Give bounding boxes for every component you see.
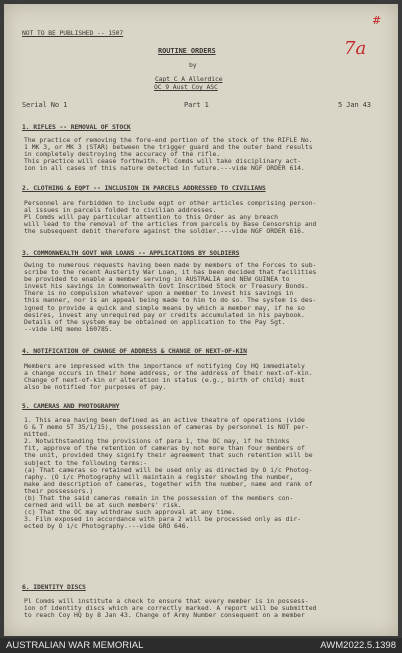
archive-footer [0,638,402,653]
body-line: the subsequent debit therefore against the soldier.---vide NGF ORDER 616. [24,228,305,236]
section-body [24,262,390,333]
body-line: Pl Comds will pay particular attention to this Order as any breach [24,214,278,222]
body-line: G & T memo ST 35/1/15), the possession of cameras by personnel is NOT per- [24,424,309,432]
section-body [24,137,390,172]
by-line: by [189,61,197,69]
body-line: Owing to numerous requests having been made by members of the Forces to sub- [24,262,317,269]
handwritten-number: 7a [344,38,367,59]
body-line: scribe to the recent Austerity War Loan, it has been decided that facilities [24,269,317,277]
document-page [4,4,398,636]
body-line: mitted. [24,431,51,439]
body-line: subject to the following terms:- [24,459,148,467]
section-heading: 4. NOTIFICATION OF CHANGE OF ADDRESS & CHANGE OF NEXT-OF-KIN [22,347,247,355]
body-line: igned to provide a quick and simple means by which a member may, if he so [24,304,305,312]
body-line: 1 MK 3, or MK 3 (STAR) between the trigger guard and the outer band results [24,144,313,152]
serial-number: Serial No 1 [22,101,68,109]
body-line: Personnel are forbidden to include eqpt or other articles comprising person- [24,200,317,207]
body-line: The practice of removing the fore-end portion of the stock of the RIFLE No. [24,137,313,144]
section-body [24,363,390,391]
body-line: There is no compulsion whatever upon a member to invest his savings in [24,290,294,298]
body-line: (b) That the said cameras remain in the possession of the members con- [24,495,294,503]
section-heading: 2. CLOTHING & EQPT -- INCLUSION IN PARCELS ADDRESSED TO CIVILIANS [22,184,266,192]
body-line: --vide LHQ memo 160785. [24,325,113,333]
body-line: fit, approve of the retention of cameras by not more than four members of [24,445,305,453]
body-line: ion of identity discs which are correctly marked. A report will be submitted [24,605,317,613]
archive-reference: AWM2022.5.1398 [320,640,396,651]
unit-name: OC 9 Aust Coy ASC [154,83,218,91]
body-line: This practice will cease forthwith. Pl Comds will take disciplinary act- [24,158,302,166]
body-line: raphy. (O i/c Photography will maintain a register showing the number, [24,473,294,481]
section-body [24,598,390,619]
section-heading: 3. COMMONWEALTH GOVT WAR LOANS -- APPLICATIONS BY SOLDIERS [22,249,240,257]
section-heading: 5. CAMERAS AND PHOTOGRAPHY [22,402,120,410]
section-body [24,200,390,235]
corner-mark: # [372,14,382,27]
part-number: Part 1 [184,101,209,109]
body-line: 2. Notwithstanding the provisions of para 1, the OC may, if he thinks [24,438,290,446]
body-line: will lead to the removal of the articles from parcels by Base Censorship and [24,221,317,229]
body-line: this manner, nor is an appeal being made to him to do so. The system is des- [24,297,317,305]
body-line: their possessors.) [24,487,94,495]
body-line: invest his savings in Commonwealth Govt Inscribed Stock or Treasury Bonds. [24,283,309,291]
document-title: ROUTINE ORDERS [158,47,216,55]
archive-name: AUSTRALIAN WAR MEMORIAL [6,640,144,651]
body-line: Change of next-of-kin or alteration in status (e.g., birth of child) must [24,377,305,385]
author-name: Capt C A Allerdice [155,75,223,83]
body-line: a change occurs in their home address, or the address of their next-of-kin. [24,370,313,378]
body-line: ion in all cases of this nature detected in future.---vide NGF ORDER 614. [24,165,305,173]
section-heading: 1. RIFLES -- REMOVAL OF STOCK [22,123,131,131]
body-line: 3. Film exposed in accordance with para 2 will be processed only as dir- [24,516,302,524]
document-date: 5 Jan 43 [338,101,371,109]
body-line: the unit, provided they signify their agreement that such retention will be [24,452,313,460]
body-line: to reach Coy HQ by 8 Jan 43. Change of Army Number consequent on a member [24,612,305,620]
body-line: in completely destroying the accuracy of the rifle. [24,151,221,159]
body-line: also be notified for purposes of pay. [24,384,167,392]
body-line: desires, invest any unrequired pay or credits accumulated in his paybook. [24,311,305,319]
restriction-notice: NOT TO BE PUBLISHED -- 1507 [22,29,124,37]
section-heading: 6. IDENTITY DISCS [22,583,86,591]
body-line: be provided to enable a member serving in AUSTRALIA and NEW GUINEA to [24,276,290,284]
body-line: Members are impressed with the importance of notifying Coy HQ immediately [24,363,305,370]
body-line: ected by O i/c Photography.---vide GRO 646. [24,523,190,531]
body-line: Details of the system may be obtained on application to the Pay Sgt. [24,318,286,326]
body-line: 1. This area having been defined as an active theatre of operations (vide [24,417,305,424]
body-line: cerned and will be at such members' risk. [24,502,182,510]
section-body [24,417,390,531]
body-line: al issues in parcels folded to civilian addresses. [24,207,217,215]
body-line: make and description of cameras, together with the number, name and rank of [24,480,313,488]
body-line: (c) That the OC may withdraw such approval at any time. [24,509,236,517]
body-line: (a) That cameras so retained will be used only as directed by O i/c Photog- [24,466,313,474]
body-line: Pl Comds will institute a check to ensure that every member is in possess- [24,598,309,605]
